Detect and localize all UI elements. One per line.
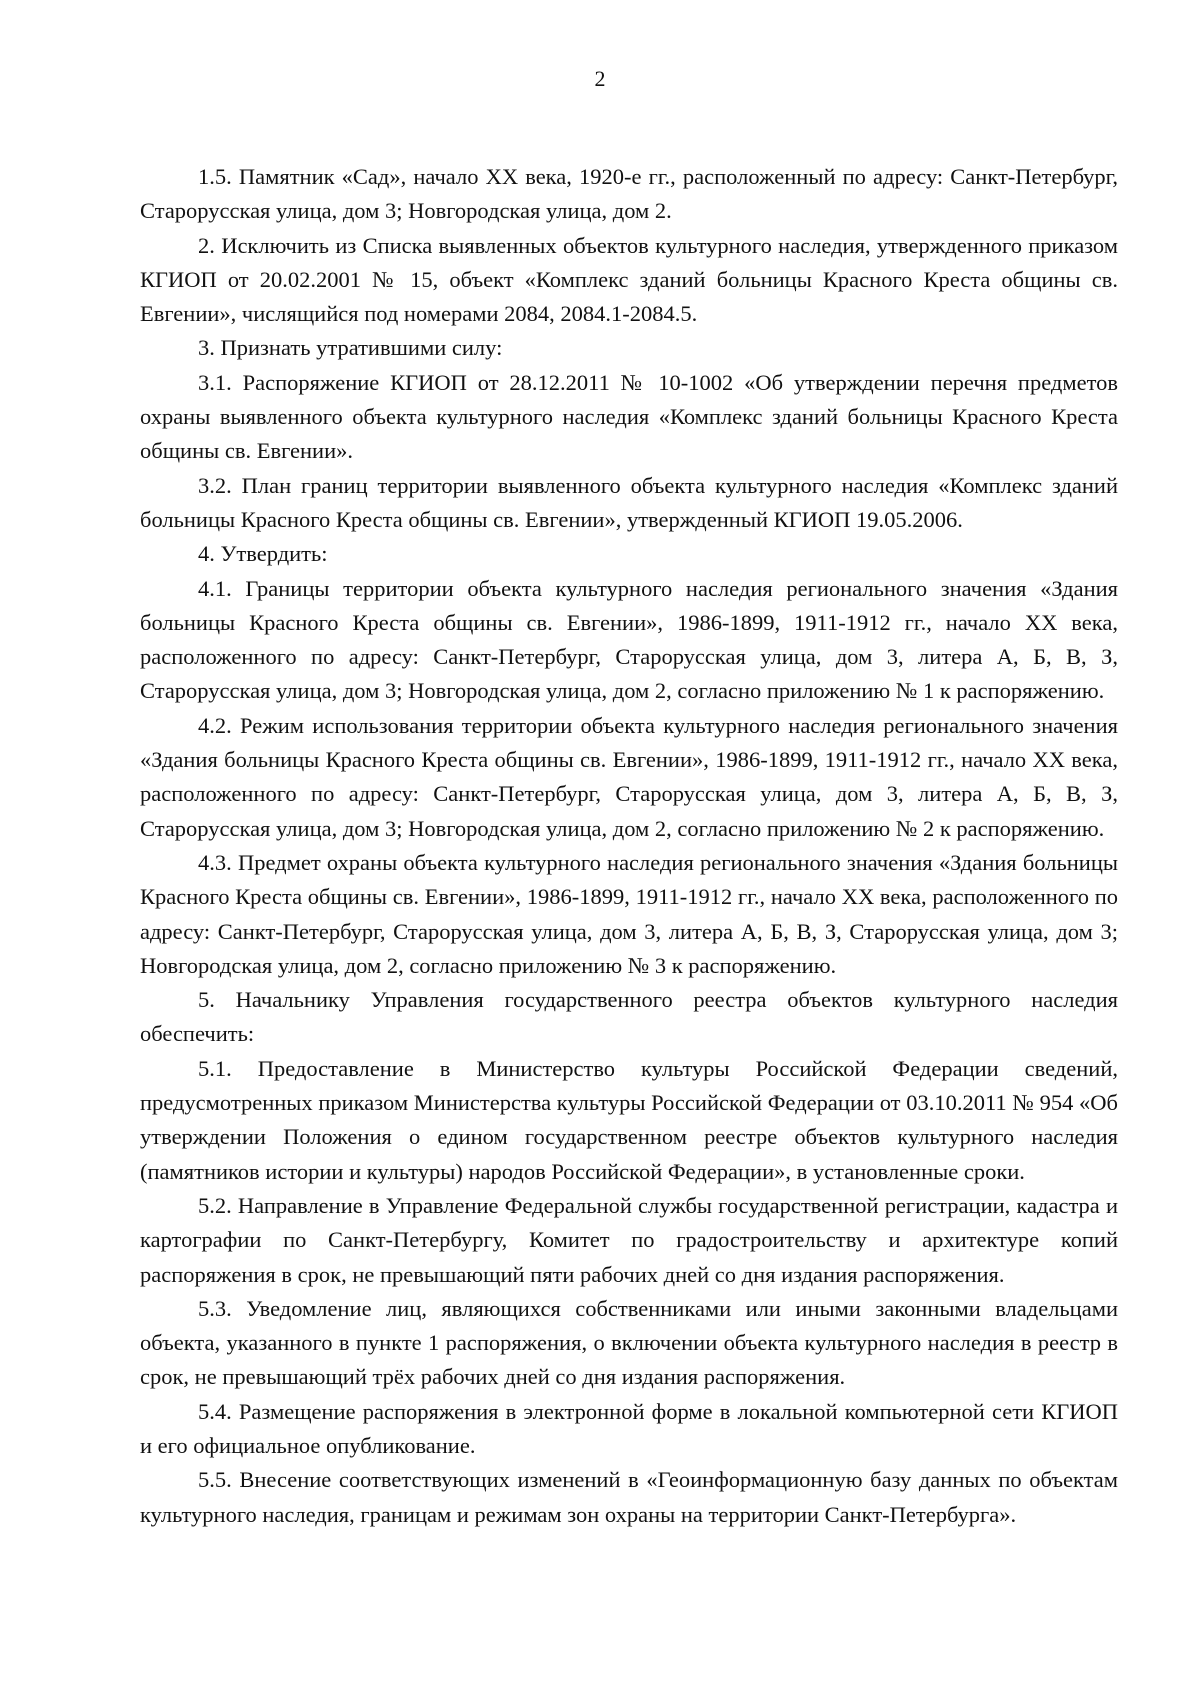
paragraph-2: 2. Исключить из Списка выявленных объектов культурного наследия, утвержденного приказом КГИОП от 20.02.2001 № 15, объект «Комплекс зданий больницы Красного Креста общины св. Евгении», числящийся под номерами 2084, 2084.1-2084.5. <box>140 232 1118 327</box>
page-number: 2 <box>594 66 606 91</box>
paragraph-3-2: 3.2. План границ территории выявленного объекта культурного наследия «Комплекс зданий больницы Красного Креста общины св. Евгении», утвержденный КГИОП 19.05.2006. <box>140 472 1118 532</box>
document-body <box>140 160 1118 1532</box>
paragraph-5-1: 5.1. Предоставление в Министерство культуры Российской Федерации сведений, предусмотренных приказом Министерства культуры Российской Федерации от 03.10.2011 № 954 «Об утверждении Положения о едином государственном реестре объектов культурного наследия (памятников истории и культуры) народов Российской Федерации», в установленные сроки. <box>140 1055 1118 1184</box>
paragraph-5: 5. Начальнику Управления государственного реестра объектов культурного наследия обеспечить: <box>140 987 1118 1047</box>
paragraph-5-2: 5.2. Направление в Управление Федеральной службы государственной регистрации, кадастра и картографии по Санкт-Петербургу, Комитет по градостроительству и архитектуре копий распоряжения в срок, не превышающий пяти рабочих дней со дня издания распоряжения. <box>140 1192 1118 1287</box>
paragraph-1-5: 1.5. Памятник «Сад», начало XX века, 1920-е гг., расположенный по адресу: Санкт-Петербург, Старорусская улица, дом 3; Новгородская улица, дом 2. <box>140 164 1118 224</box>
paragraph-4-3: 4.3. Предмет охраны объекта культурного наследия регионального значения «Здания больницы Красного Креста общины св. Евгении», 1986-1899, 1911-1912 гг., начало XX века, расположенного по адресу: Санкт-Петербург, Старорусская улица, дом 3, литера А, Б, В, З, Старорусская улица, дом 3; Новгородская улица, дом 2, согласно приложению № 3 к распоряжению. <box>140 849 1118 978</box>
paragraph-5-3: 5.3. Уведомление лиц, являющихся собственниками или иными законными владельцами объекта, указанного в пункте 1 распоряжения, о включении объекта культурного наследия в реестр в срок, не превышающий трёх рабочих дней со дня издания распоряжения. <box>140 1295 1118 1390</box>
paragraph-4: 4. Утвердить: <box>198 541 328 567</box>
paragraph-3: 3. Признать утратившими силу: <box>198 335 503 361</box>
paragraph-4-1: 4.1. Границы территории объекта культурного наследия регионального значения «Здания больницы Красного Креста общины св. Евгении», 1986-1899, 1911-1912 гг., начало XX века, расположенного по адресу: Санкт-Петербург, Старорусская улица, дом 3, литера А, Б, В, З, Старорусская улица, дом 3; Новгородская улица, дом 2, согласно приложению № 1 к распоряжению. <box>140 575 1118 704</box>
paragraph-5-5: 5.5. Внесение соответствующих изменений в «Геоинформационную базу данных по объектам культурного наследия, границам и режимам зон охраны на территории Санкт-Петербурга». <box>140 1467 1118 1527</box>
paragraph-5-4: 5.4. Размещение распоряжения в электронной форме в локальной компьютерной сети КГИОП и его официальное опубликование. <box>140 1398 1118 1458</box>
paragraph-4-2: 4.2. Режим использования территории объекта культурного наследия регионального значения «Здания больницы Красного Креста общины св. Евгении», 1986-1899, 1911-1912 гг., начало XX века, расположенного по адресу: Санкт-Петербург, Старорусская улица, дом 3, литера А, Б, В, З, Старорусская улица, дом 3; Новгородская улица, дом 2, согласно приложению № 2 к распоряжению. <box>140 712 1118 841</box>
paragraph-3-1: 3.1. Распоряжение КГИОП от 28.12.2011 № 10-1002 «Об утверждении перечня предметов охраны выявленного объекта культурного наследия «Комплекс зданий больницы Красного Креста общины св. Евгении». <box>140 369 1118 464</box>
